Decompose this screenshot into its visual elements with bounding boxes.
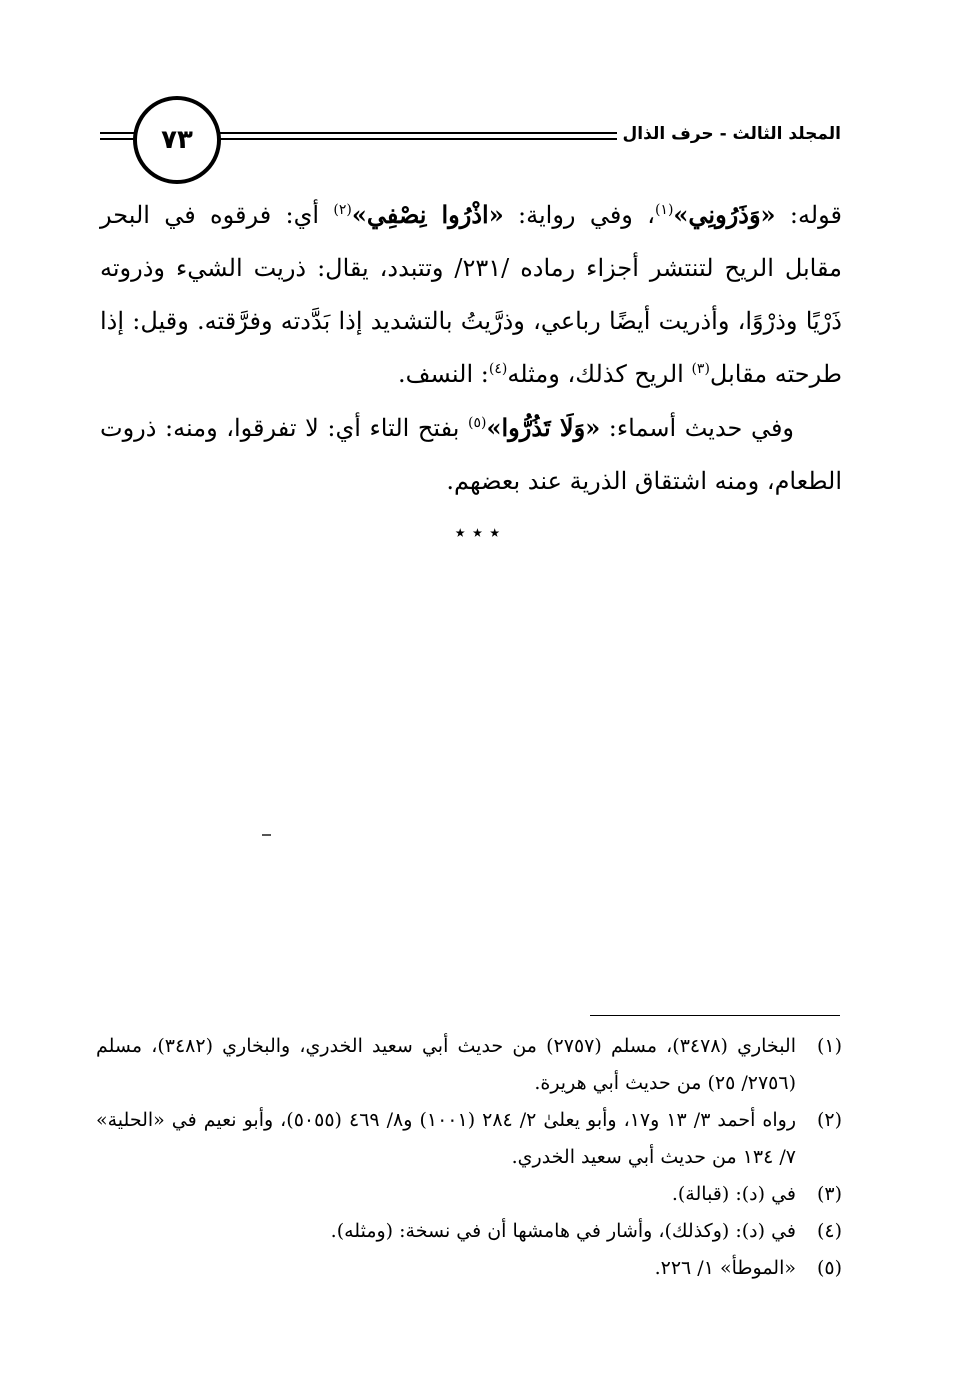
footnote-ref: (١) <box>654 202 674 218</box>
stray-mark <box>262 834 271 836</box>
page-header <box>0 96 955 186</box>
footnote-ref: (٣) <box>691 361 710 377</box>
footnote-ref: (٢) <box>333 202 352 218</box>
paragraph-1: قوله: «وَذَرُونِي»$^{(١)}$، وفي رواية: «اذْرُوا نِصْفِي»$^{(٢)}$ أي: فرقوه في البحر مقابل الريح لتنتشر أجزاء رماده /٢٣١/ وتتبدد، يقال: ذريت الشيء وذروته ذَرْيًا وذرْوًا، وأذريت أيضًا رباعي، وذرَّيتُ بالتشديد إذا بَدَّدته وفرَّقته. وقيل: إذا طرحته مقابل$^{(٣)}$ الريح كذلك، ومثله$^{(٤)}$: النسف. <box>100 200 842 388</box>
footnote-item <box>96 1028 842 1102</box>
footnote-text: «الموطأ» ١/ ٢٢٦. <box>654 1257 796 1279</box>
footnote-number: (٣) <box>816 1183 842 1205</box>
footnote-text: في (د): (وكذلك)، وأشار في هامشها أن في نسخة: (ومثله). <box>330 1220 796 1242</box>
footnote-text: في (د): (قبالة). <box>671 1183 796 1205</box>
footnote-divider <box>590 1015 840 1016</box>
footnote-item <box>96 1213 842 1250</box>
main-text <box>100 188 842 508</box>
paragraph-2: وفي حديث أسماء: «وَلَا تَذُرُّوا»$^{(٥)}$ بفتح التاء أي: لا تفرقوا، ومنه: ذروت الطعام، ومنه اشتقاق الذرية عند بعضهم. <box>100 413 842 495</box>
footnote-number: (١) <box>816 1035 842 1057</box>
footnote-number: (٤) <box>816 1220 842 1242</box>
quoted-hadith-phrase: «وَذَرُونِي» <box>673 200 776 229</box>
footnote-text: رواه أحمد ٣/ ١٣ و١٧، وأبو يعلىٰ ٢/ ٢٨٤ (١٠٠١) و٨/ ٤٦٩ (٥٠٥٥)، وأبو نعيم في «الحلية» ٧/ ١٣٤ من حديث أبي سعيد الخدري. <box>96 1109 797 1168</box>
running-title: المجلد الثالث - حرف الذال <box>617 124 847 144</box>
footnote-item <box>96 1176 842 1213</box>
quoted-hadith-phrase: «وَلَا تَذُرُّوا» <box>486 413 601 442</box>
page-number: ٧٣ <box>133 96 221 184</box>
footnote-item <box>96 1102 842 1176</box>
footnote-number: (٢) <box>816 1109 842 1131</box>
section-separator: ٭ ٭ ٭ <box>454 520 501 544</box>
quoted-hadith-phrase: «اذْرُوا نِصْفِي» <box>351 200 504 229</box>
footnote-text: البخاري (٣٤٧٨)، مسلم (٢٧٥٧) من حديث أبي سعيد الخدري، والبخاري (٣٤٨٢)، مسلم (٢٧٥٦/ ٢٥) من حديث أبي هريرة. <box>96 1035 796 1094</box>
footnote-ref: (٥) <box>468 415 487 431</box>
footnote-ref: (٤) <box>488 361 508 377</box>
footnotes <box>96 1028 842 1287</box>
footnote-number: (٥) <box>816 1257 842 1279</box>
footnote-item <box>96 1250 842 1287</box>
